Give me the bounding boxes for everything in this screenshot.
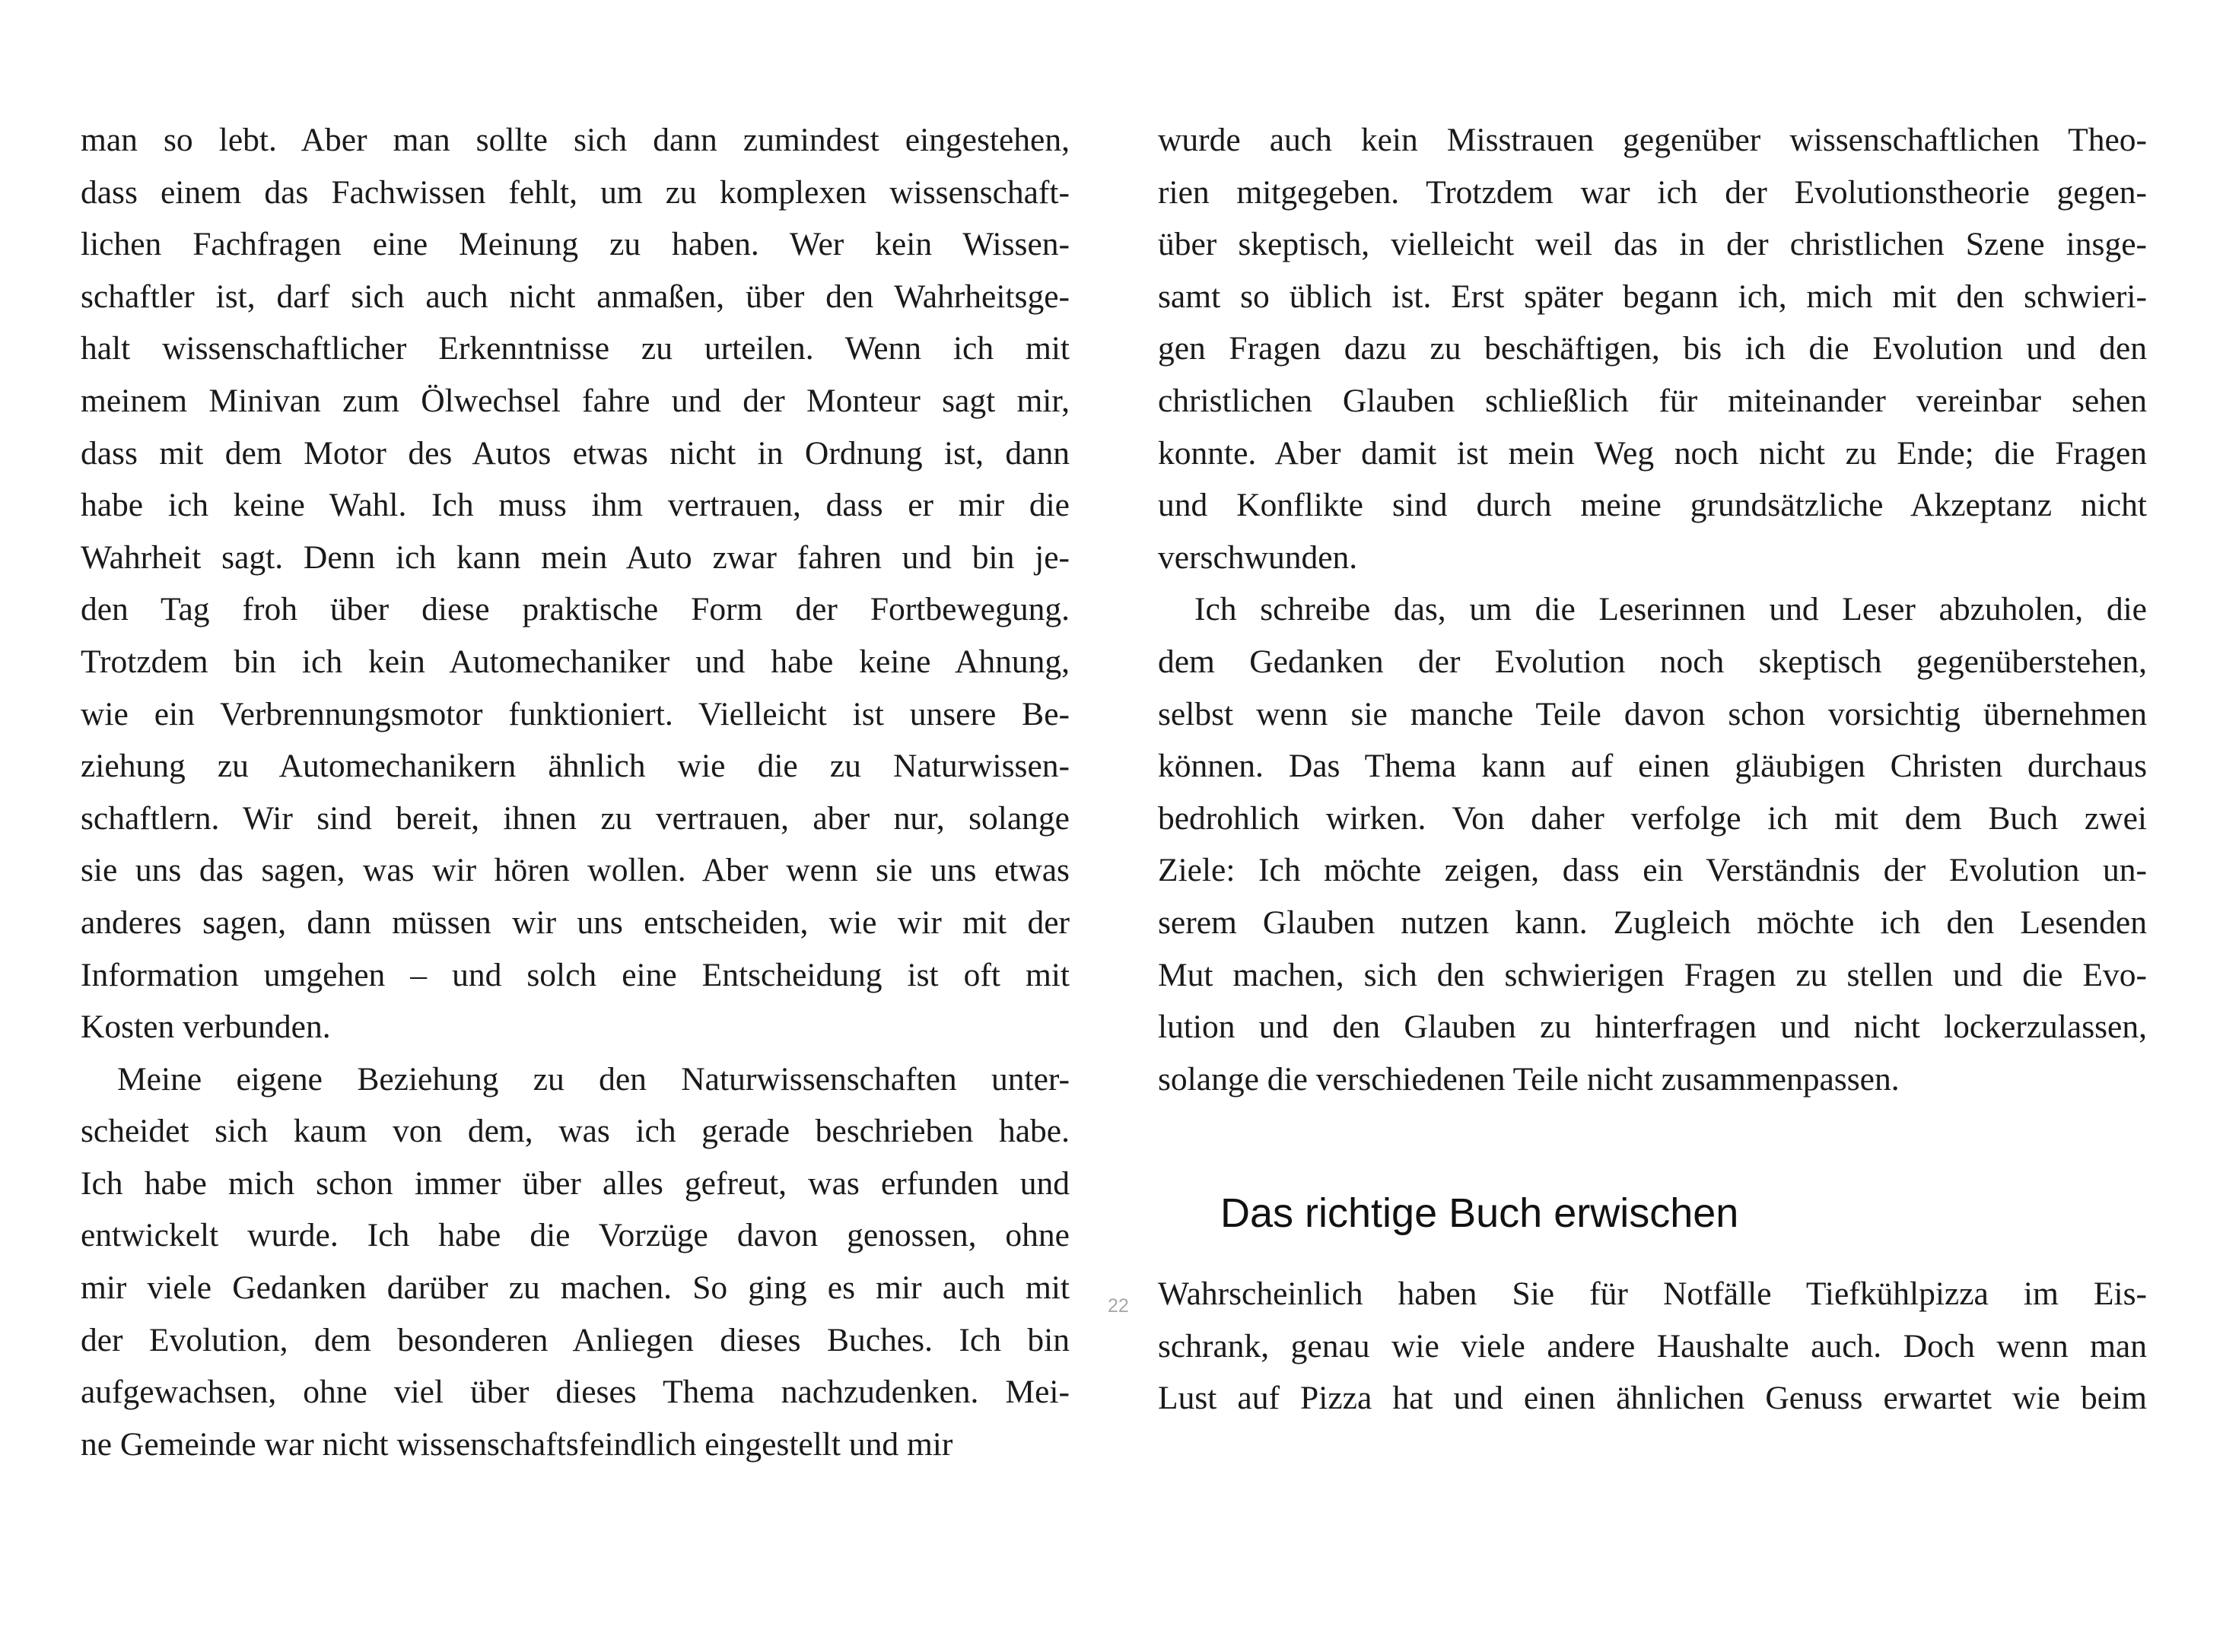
text-line: Information umgehen – und solch eine Entscheidung ist oft mit	[81, 956, 1070, 993]
text-line: entwickelt wurde. Ich habe die Vorzüge davon genossen, ohne	[81, 1217, 1070, 1254]
text-line: aufgewachsen, ohne viel über dieses Thema nachzudenken. Mei-	[81, 1374, 1070, 1411]
text-line: anderes sagen, dann müssen wir uns entscheiden, wie wir mit der	[81, 904, 1070, 941]
text-line: Meine eigene Beziehung zu den Naturwissenschaften unter-	[117, 1060, 1070, 1098]
text-line: bedrohlich wirken. Von daher verfolge ich mit dem Buch zwei	[1158, 799, 2147, 837]
text-line: man so lebt. Aber man sollte sich dann zumindest eingestehen,	[81, 122, 1070, 158]
text-line: über skeptisch, vielleicht weil das in der christlichen Szene insge-	[1158, 226, 2147, 263]
right-paragraphs-after-heading	[1158, 1268, 2147, 1425]
section-heading: Das richtige Buch erwischen	[1220, 1190, 1739, 1237]
text-line: den Tag froh über diese praktische Form der Fortbewegung.	[81, 591, 1070, 628]
text-line: scheidet sich kaum von dem, was ich gerade beschrieben habe.	[81, 1113, 1070, 1150]
text-line: schaftler ist, darf sich auch nicht anmaßen, über den Wahrheitsge-	[81, 278, 1070, 315]
text-line: selbst wenn sie manche Teile davon schon vorsichtig übernehmen	[1158, 695, 2147, 732]
text-line: mir viele Gedanken darüber zu machen. So ging es mir auch mit	[81, 1269, 1070, 1307]
text-line: lution und den Glauben zu hinterfragen und nicht lockerzulassen,	[1158, 1009, 2147, 1046]
text-line: und Konflikte sind durch meine grundsätzliche Akzeptanz nicht	[1158, 487, 2147, 524]
right-page	[1158, 114, 2147, 1425]
text-line: schaftlern. Wir sind bereit, ihnen zu vertrauen, aber nur, solange	[81, 799, 1070, 837]
text-line: wurde auch kein Misstrauen gegenüber wissenschaftlichen Theo-	[1158, 122, 2147, 158]
text-line: Lust auf Pizza hat und einen ähnlichen Genuss erwartet wie beim	[1158, 1380, 2147, 1417]
text-line: Ziele: Ich möchte zeigen, dass ein Verständnis der Evolution un-	[1158, 852, 2147, 889]
text-line: lichen Fachfragen eine Meinung zu haben. Wer kein Wissen-	[81, 226, 1070, 263]
text-line: der Evolution, dem besonderen Anliegen dieses Buches. Ich bin	[81, 1321, 1070, 1358]
text-line: christlichen Glauben schließlich für miteinander vereinbar sehen	[1158, 382, 2147, 419]
paragraph	[1158, 1268, 2147, 1425]
text-line: meinem Minivan zum Ölwechsel fahre und der Monteur sagt mir,	[81, 382, 1070, 419]
text-line: Ich habe mich schon immer über alles gefreut, was erfunden und	[81, 1164, 1070, 1202]
text-line: ziehung zu Automechanikern ähnlich wie die zu Naturwissen-	[81, 748, 1070, 785]
text-line: Wahrscheinlich haben Sie für Notfälle Tiefkühlpizza im Eis-	[1158, 1276, 2147, 1313]
text-line: Kosten verbunden.	[81, 1009, 331, 1046]
text-line: dem Gedanken der Evolution noch skeptisch gegenüberstehen,	[1158, 643, 2147, 680]
text-line: konnte. Aber damit ist mein Weg noch nicht zu Ende; die Fragen	[1158, 434, 2147, 472]
paragraph	[1158, 114, 2147, 583]
text-line: habe ich keine Wahl. Ich muss ihm vertrauen, dass er mir die	[81, 487, 1070, 524]
text-line: Wahrheit sagt. Denn ich kann mein Auto zwar fahren und bin je-	[81, 538, 1070, 576]
text-line: Ich schreibe das, um die Leserinnen und Leser abzuholen, die	[1194, 591, 2147, 628]
left-page	[81, 114, 1070, 1470]
text-line: können. Das Thema kann auf einen gläubigen Christen durchaus	[1158, 748, 2147, 785]
text-line: serem Glauben nutzen kann. Zugleich möchte ich den Lesenden	[1158, 904, 2147, 941]
text-line: dass einem das Fachwissen fehlt, um zu komplexen wissenschaft-	[81, 173, 1070, 211]
text-line: dass mit dem Motor des Autos etwas nicht in Ordnung ist, dann	[81, 434, 1070, 472]
text-line: wie ein Verbrennungsmotor funktioniert. Vielleicht ist unsere Be-	[81, 695, 1070, 732]
text-line: solange die verschiedenen Teile nicht zusammenpassen.	[1158, 1060, 1900, 1098]
paragraph	[81, 1053, 1070, 1471]
text-line: rien mitgegeben. Trotzdem war ich der Evolutionstheorie gegen-	[1158, 173, 2147, 211]
text-line: Mut machen, sich den schwierigen Fragen zu stellen und die Evo-	[1158, 956, 2147, 993]
text-line: halt wissenschaftlicher Erkenntnisse zu urteilen. Wenn ich mit	[81, 330, 1070, 367]
text-line: gen Fragen dazu zu beschäftigen, bis ich die Evolution und den	[1158, 330, 2147, 367]
page-number: 22	[1108, 1295, 1129, 1317]
text-line: samt so üblich ist. Erst später begann ich, mich mit den schwieri-	[1158, 278, 2147, 315]
text-line: sie uns das sagen, was wir hören wollen. Aber wenn sie uns etwas	[81, 852, 1070, 889]
text-line: ne Gemeinde war nicht wissenschaftsfeindlich eingestellt und mir	[81, 1425, 953, 1463]
paragraph	[1158, 583, 2147, 1105]
text-line: verschwunden.	[1158, 538, 1358, 576]
right-paragraphs-before-heading	[1158, 114, 2147, 1105]
text-line: schrank, genau wie viele andere Haushalte auch. Doch wenn man	[1158, 1327, 2147, 1364]
text-line: Trotzdem bin ich kein Automechaniker und habe keine Ahnung,	[81, 643, 1070, 680]
paragraph	[81, 114, 1070, 1053]
